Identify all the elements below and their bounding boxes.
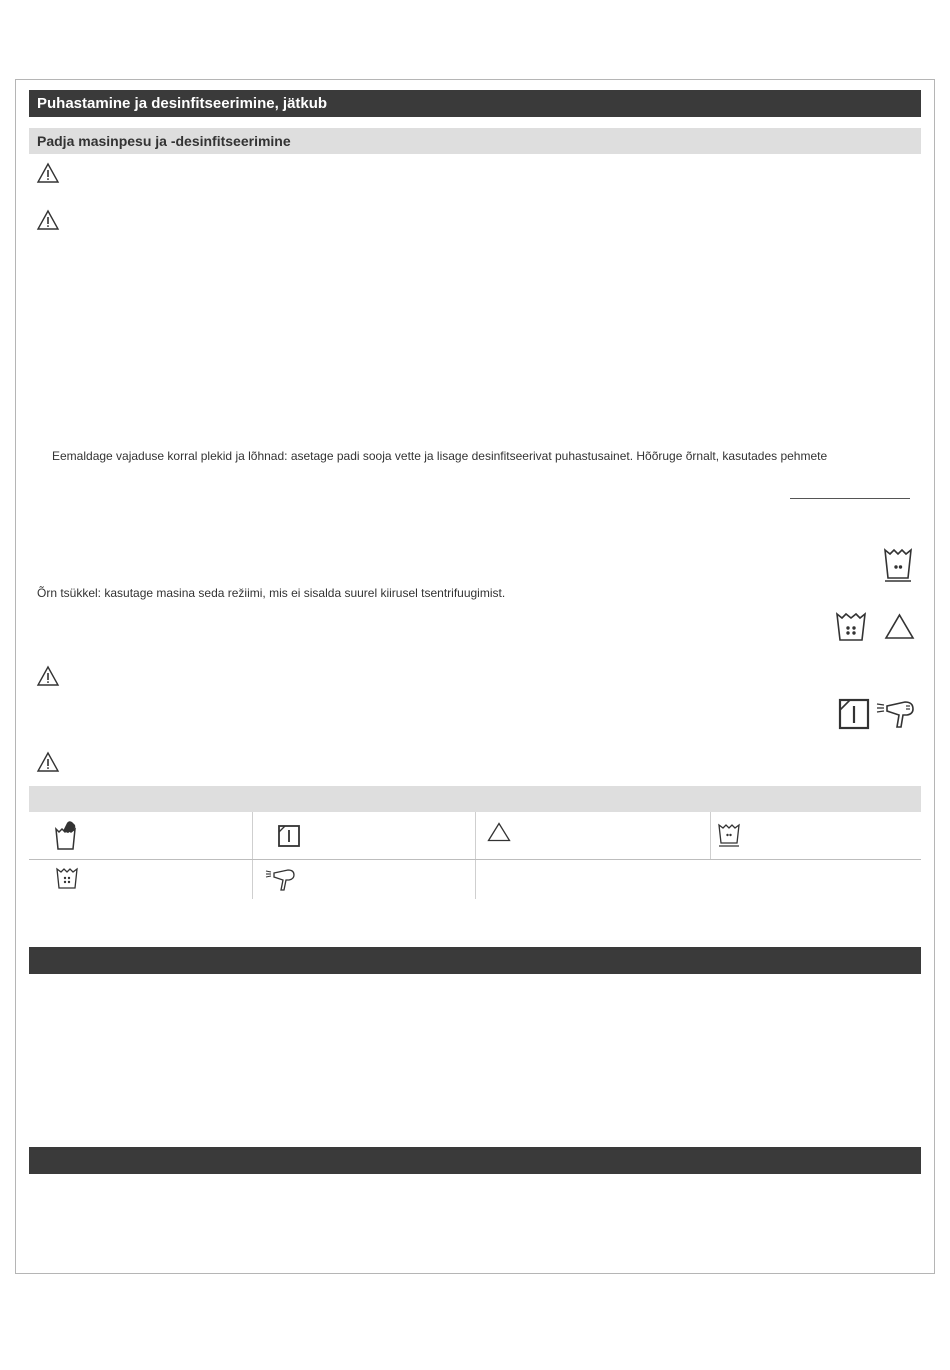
section-title: Puhastamine ja desinfitseerimine, jätkub xyxy=(29,90,921,117)
bleach-triangle-icon xyxy=(487,822,511,842)
wash-tub-two-dots-icon xyxy=(882,547,914,583)
subsection-title: Padja masinpesu ja -desinfitseerimine xyxy=(29,128,921,154)
wash-tub-three-dots-icon xyxy=(55,866,79,890)
divider-line xyxy=(790,498,910,499)
gentle-cycle-text: Õrn tsükkel: kasutage masina seda režiimi, mis ei sisalda suurel kiirusel tsentrifuugimist. xyxy=(37,586,506,600)
section-bar xyxy=(29,1147,921,1174)
warning-icon xyxy=(36,751,60,773)
warning-icon xyxy=(36,162,60,184)
bleach-triangle-icon xyxy=(884,613,915,640)
drip-dry-square-icon xyxy=(277,824,301,848)
table-divider xyxy=(252,812,253,899)
warning-icon xyxy=(36,209,60,231)
table-row-divider xyxy=(29,859,921,860)
warning-icon xyxy=(36,665,60,687)
section-bar xyxy=(29,947,921,974)
table-divider xyxy=(710,812,711,859)
drip-dry-square-icon xyxy=(838,698,870,730)
hair-dryer-icon xyxy=(264,866,296,892)
wash-tub-three-dots-icon xyxy=(835,611,867,643)
stain-removal-text: Eemaldage vajaduse korral plekid ja lõhnad: asetage padi sooja vette ja lisage desinfitseerivat puhastusainet. Hõõruge õrnalt, kasutades pehmete xyxy=(52,449,828,463)
hand-wash-icon xyxy=(53,819,79,851)
table-divider xyxy=(475,812,476,899)
page-frame xyxy=(15,79,935,1274)
legend-header xyxy=(29,786,921,812)
hair-dryer-icon xyxy=(875,698,915,730)
wash-tub-two-dots-icon xyxy=(717,822,741,848)
